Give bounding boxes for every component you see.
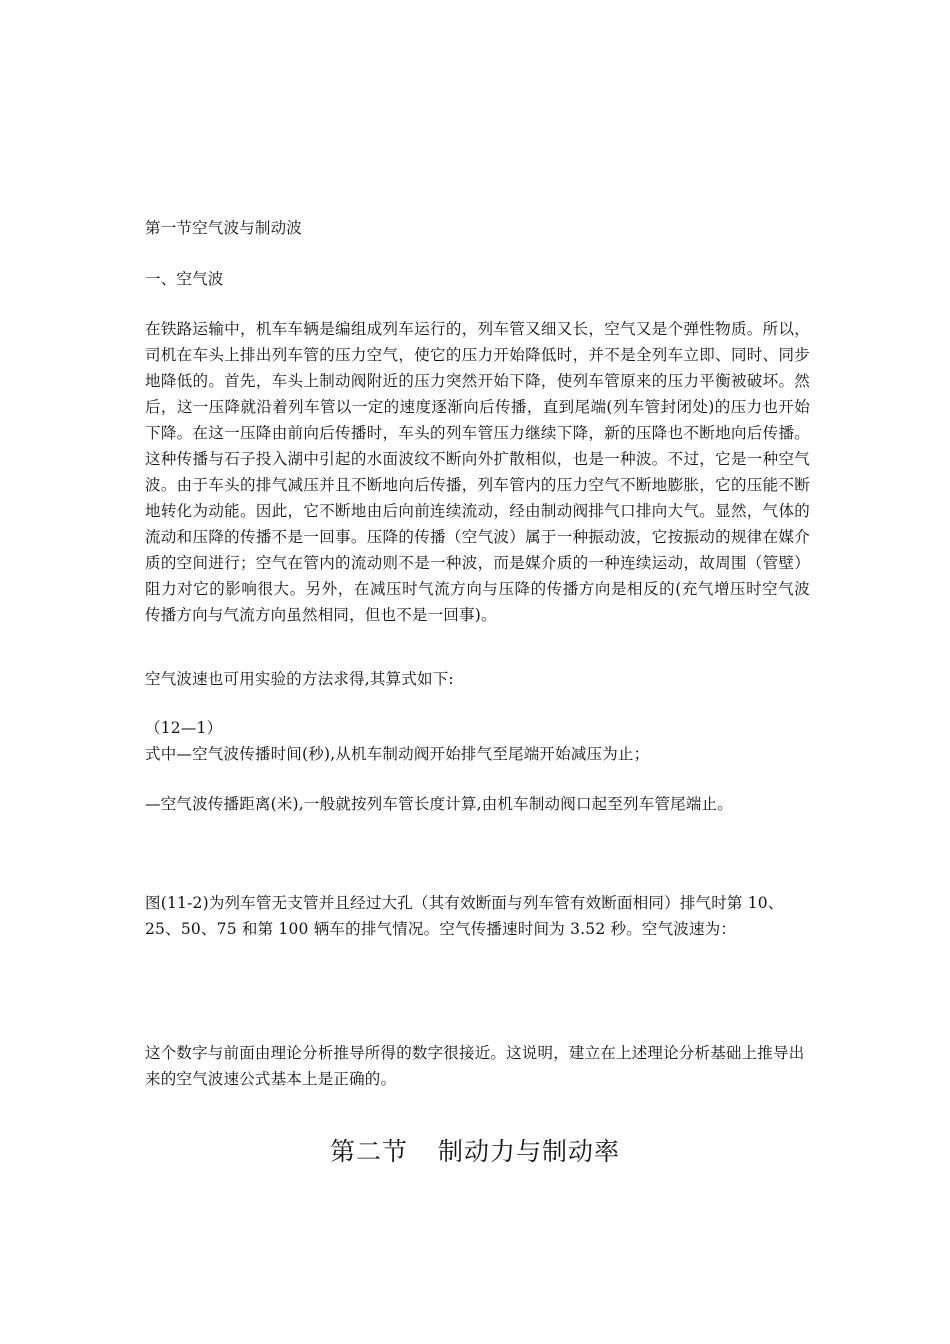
section-heading-2	[0, 1132, 950, 1168]
paragraph-experiment: 空气波速也可用实验的方法求得,其算式如下:	[145, 670, 454, 688]
section-heading-2-number: 第二节	[329, 1137, 408, 1166]
equation-description-distance: —空气波传播距离(米),一般就按列车管长度计算,由机车制动阀口起至列车管尾端止。	[145, 795, 733, 813]
paragraph-air-wave: 在铁路运输中，机车车辆是编组成列车运行的，列车管又细又长，空气又是个弹性物质。所以，司机在车头上排出列车管的压力空气，使它的压力开始降低时，并不是全列车立即、同时、同步地降低的。首先，车头上制动阀附近的压力突然开始下降，使列车管原来的压力平衡被破坏。然后，这一压降就沿着列车管以一定的速度逐渐向后传播，直到尾端(列车管封闭处)的压力也开始下降。在这一压降由前向后传播时，车头的列车管压力继续下降，新的压降也不断地向后传播。这种传播与石子投入湖中引起的水面波纹不断向外扩散相似，也是一种波。不过，它是一种空气波。由于车头的排气减压并且不断地向后传播，列车管内的压力空气不断地膨胀，它的压能不断地转化为动能。因此，它不断地由后向前连续流动，经由制动阀排气口排向大气。显然，气体的流动和压降的传播不是一回事。压降的传播（空气波）属于一种振动波，它按振动的规律在媒介质的空间进行；空气在管内的流动则不是一种波，而是媒介质的一种连续运动，故周围（管壁）阻力对它的影响很大。另外，在减压时气流方向与压降的传播方向是相反的(充气增压时空气波传播方向与气流方向虽然相同，但也不是一回事)。	[145, 320, 810, 624]
paragraph-conclusion: 这个数字与前面由理论分析推导所得的数字很接近。这说明，建立在上述理论分析基础上推导出来的空气波速公式基本上是正确的。	[145, 1044, 805, 1088]
equation-label: （12—1）	[145, 719, 223, 737]
paragraph-figure-reference: 图(11-2)为列车管无支管并且经过大孔（其有效断面与列车管有效断面相同）排气时第 10、25、50、75 和第 100 辆车的排气情况。空气传播速时间为 3.52 秒。空气波速为：	[145, 894, 784, 938]
subsection-title: 一、空气波	[145, 270, 224, 288]
section-heading-2-title: 制动力与制动率	[438, 1137, 621, 1166]
equation-description-time: 式中—空气波传播时间(秒),从机车制动阀开始排气至尾端开始减压为止；	[145, 745, 650, 763]
section-title: 第一节空气波与制动波	[145, 219, 303, 237]
